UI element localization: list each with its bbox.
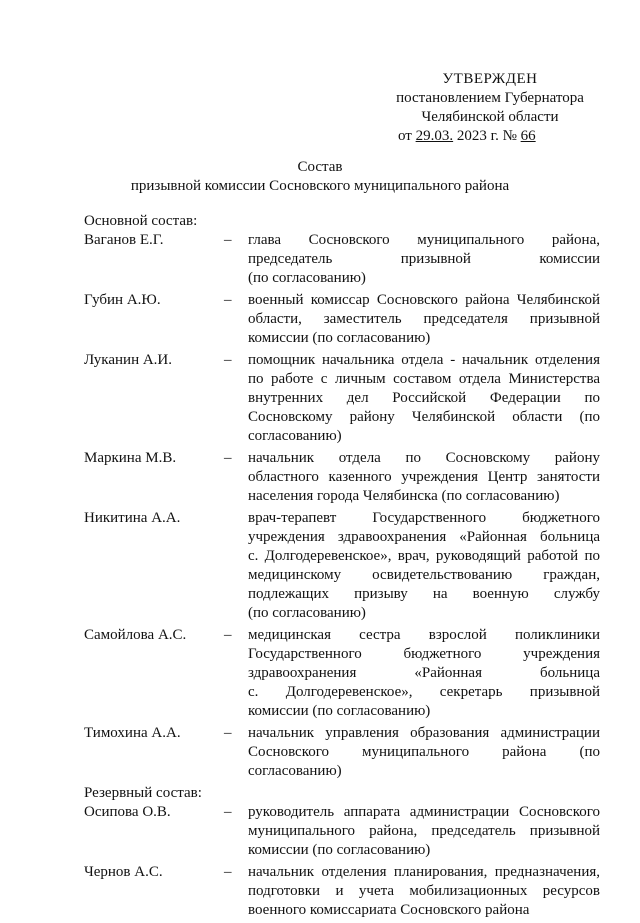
member-row <box>84 231 600 288</box>
member-dash: – <box>224 450 232 466</box>
description-line: муниципального района, председатель призывной <box>248 823 600 839</box>
description-line: согласованию) <box>248 763 342 779</box>
member-dash: – <box>224 725 232 741</box>
description-line: Сосновскому району Челябинской области (по <box>248 409 600 425</box>
member-name: Тимохина А.А. <box>84 725 181 741</box>
description-line: учреждения здравоохранения «Районная больница <box>248 529 600 545</box>
member-description <box>248 449 600 506</box>
member-row <box>84 449 600 506</box>
description-line: начальник отделения планирования, предназначения, <box>248 864 600 880</box>
description-line: военный комиссар Сосновского района Челябинской <box>248 292 600 308</box>
description-line: председатель призывной комиссии <box>248 251 600 267</box>
members-list <box>84 212 600 923</box>
description-line: врач-терапевт Государственного бюджетного <box>248 510 600 526</box>
member-row <box>84 351 600 446</box>
description-line: помощник начальника отдела - начальник отделения <box>248 352 600 368</box>
description-line: области, заместитель председателя призывной <box>248 311 600 327</box>
description-line: комиссии (по согласованию) <box>248 842 431 858</box>
approval-title: УТВЕРЖДЕН <box>442 71 538 87</box>
section-label: Резервный состав: <box>84 785 202 801</box>
member-row <box>84 509 600 623</box>
description-line: глава Сосновского муниципального района, <box>248 232 600 248</box>
description-line: медицинская сестра взрослой поликлиники <box>248 627 600 643</box>
member-description <box>248 351 600 446</box>
approval-block <box>380 70 600 146</box>
member-description <box>248 626 600 721</box>
description-line: по работе с личным составом отдела Министерства <box>248 371 600 387</box>
description-line: с. Долгодеревенское», врач, руководящий работой по <box>248 548 600 564</box>
description-line: согласованию) <box>248 428 342 444</box>
member-name: Луканин А.И. <box>84 352 173 368</box>
member-name: Осипова О.В. <box>84 804 171 820</box>
member-name: Маркина М.В. <box>84 450 177 466</box>
description-line: Сосновского муниципального района (по <box>248 744 600 760</box>
member-name: Самойлова А.С. <box>84 627 187 643</box>
member-row <box>84 803 600 860</box>
member-description <box>248 863 600 920</box>
description-line: военного комиссариата Сосновского района <box>248 902 530 918</box>
description-line: подлежащих призыву на военную службу <box>248 586 600 602</box>
title-line-2: призывной комиссии Сосновского муниципального района <box>130 178 510 194</box>
member-dash: – <box>224 804 232 820</box>
member-dash: – <box>224 292 232 308</box>
member-row <box>84 863 600 920</box>
description-line: Государственного бюджетного учреждения <box>248 646 600 662</box>
description-line: начальник управления образования администрации <box>248 725 600 741</box>
member-row <box>84 724 600 781</box>
description-line: здравоохранения «Районная больница <box>248 665 600 681</box>
member-name: Ваганов Е.Г. <box>84 232 164 248</box>
member-row <box>84 626 600 721</box>
section-label: Основной состав: <box>84 213 198 229</box>
date-value: 29.03. <box>415 128 454 144</box>
description-line: областного казенного учреждения Центр занятости <box>248 469 600 485</box>
member-row <box>84 291 600 348</box>
description-line: (по согласованию) <box>248 270 366 286</box>
description-line: населения города Челябинска (по согласованию) <box>248 488 560 504</box>
description-line: начальник отдела по Сосновскому району <box>248 450 600 466</box>
title-line-1: Состав <box>297 159 343 175</box>
approval-line-2: Челябинской области <box>421 109 559 125</box>
member-description <box>248 231 600 288</box>
member-description <box>248 509 600 623</box>
member-name: Чернов А.С. <box>84 864 163 880</box>
approval-line-1: постановлением Губернатора <box>396 90 584 106</box>
description-line: руководитель аппарата администрации Сосновского <box>248 804 600 820</box>
member-dash: – <box>224 352 232 368</box>
description-line: подготовки и учета мобилизационных ресурсов <box>248 883 600 899</box>
member-description <box>248 803 600 860</box>
approval-date-line <box>380 127 600 146</box>
description-line: медицинскому освидетельствованию граждан, <box>248 567 600 583</box>
description-line: комиссии (по согласованию) <box>248 703 431 719</box>
date-year: 2023 г. № <box>456 128 517 144</box>
member-name: Никитина А.А. <box>84 510 181 526</box>
member-dash: – <box>224 232 232 248</box>
member-dash: – <box>224 864 232 880</box>
date-prefix: от <box>398 128 412 144</box>
description-line: (по согласованию) <box>248 605 366 621</box>
document-title <box>0 158 640 196</box>
description-line: комиссии (по согласованию) <box>248 330 431 346</box>
decree-number: 66 <box>520 128 536 144</box>
member-dash: – <box>224 627 232 643</box>
description-line: с. Долгодеревенское», секретарь призывной <box>248 684 600 700</box>
member-description <box>248 291 600 348</box>
member-dash <box>224 509 248 623</box>
member-description <box>248 724 600 781</box>
description-line: внутренних дел Российской Федерации по <box>248 390 600 406</box>
member-name: Губин А.Ю. <box>84 292 161 308</box>
